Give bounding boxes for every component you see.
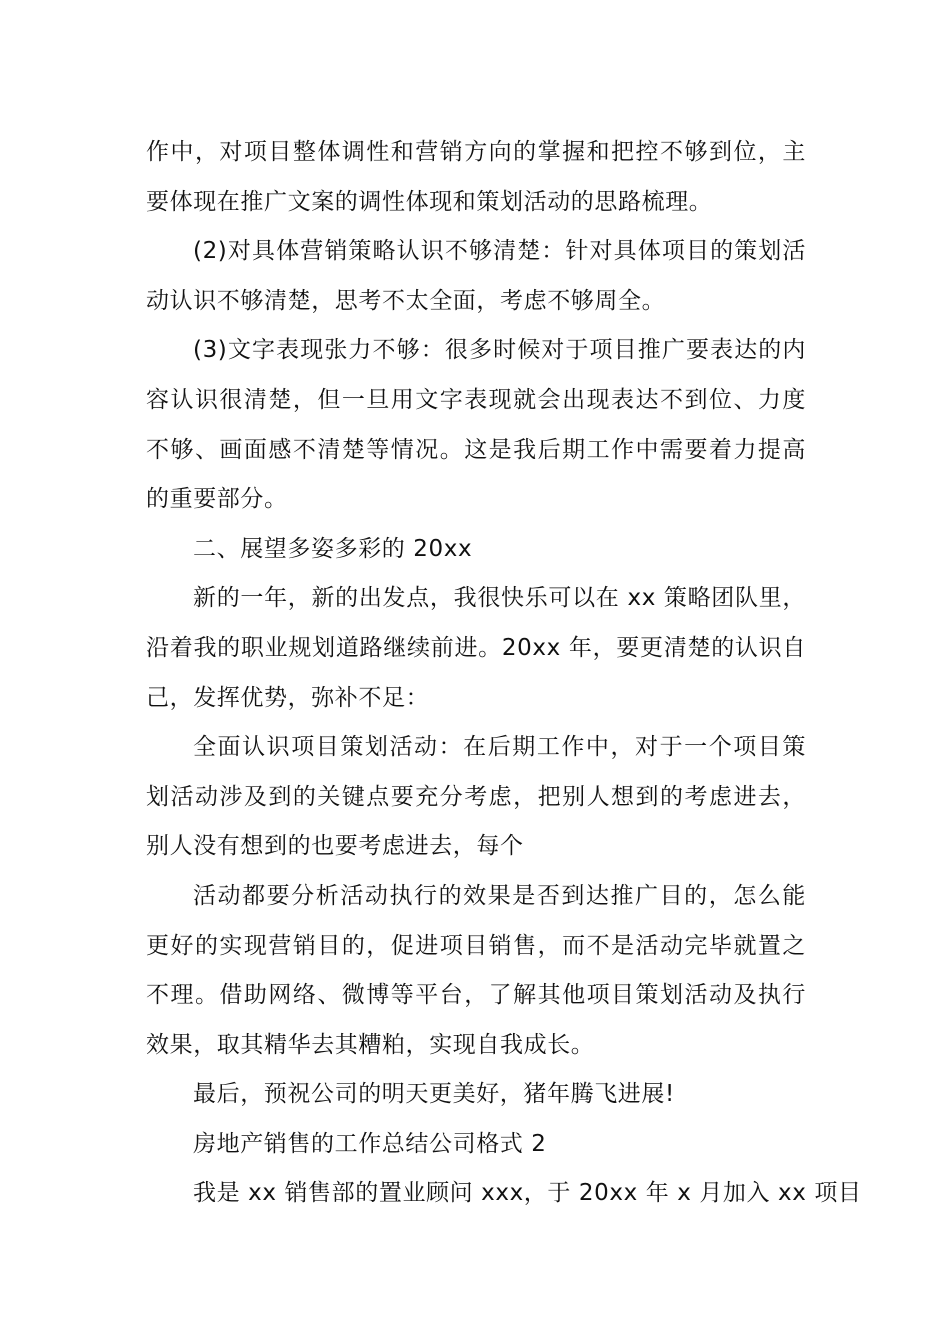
text-line: 效果，取其精华去其糟粕，实现自我成长。 [146,1031,595,1058]
text-line: 己，发挥优势，弥补不足： [146,684,430,711]
text-line: 不理。借助网络、微博等平台，了解其他项目策划活动及执行 [146,982,806,1009]
text-line: 房地产销售的工作总结公司格式 2 [193,1130,547,1157]
text-line: (3)文字表现张力不够：很多时候对于项目推广要表达的内 [193,337,806,364]
text-line: 活动都要分析活动执行的效果是否到达推广目的，怎么能 [193,882,806,909]
text-line: 新的一年，新的出发点，我很快乐可以在 xx 策略团队里， [193,585,806,612]
text-line: 划活动涉及到的关键点要充分考虑，把别人想到的考虑进去， [146,783,806,810]
text-line: 容认识很清楚，但一旦用文字表现就会出现表达不到位、力度 [146,386,806,413]
text-line: 更好的实现营销目的，促进项目销售，而不是活动完毕就置之 [146,932,806,959]
text-line: 二、展望多姿多彩的 20xx [193,535,473,562]
text-line: 动认识不够清楚，思考不太全面，考虑不够周全。 [146,287,666,314]
text-line: 不够、画面感不清楚等情况。这是我后期工作中需要着力提高 [146,436,806,463]
text-line: 要体现在推广文案的调性体现和策划活动的思路梳理。 [146,188,713,215]
document-body [146,128,862,1219]
text-line: 全面认识项目策划活动：在后期工作中，对于一个项目策 [193,734,806,761]
text-line: (2)对具体营销策略认识不够清楚：针对具体项目的策划活 [193,238,806,265]
text-line: 我是 xx 销售部的置业顾问 xxx，于 20xx 年 x 月加入 xx 项目 [193,1180,862,1207]
text-line: 的重要部分。 [146,486,288,513]
text-line: 最后，预祝公司的明天更美好，猪年腾飞进展! [193,1081,675,1108]
text-line: 作中，对项目整体调性和营销方向的掌握和把控不够到位，主 [146,139,806,165]
text-line: 别人没有想到的也要考虑进去，每个 [146,833,524,860]
text-line: 沿着我的职业规划道路继续前进。20xx 年，要更清楚的认识自 [146,634,806,661]
